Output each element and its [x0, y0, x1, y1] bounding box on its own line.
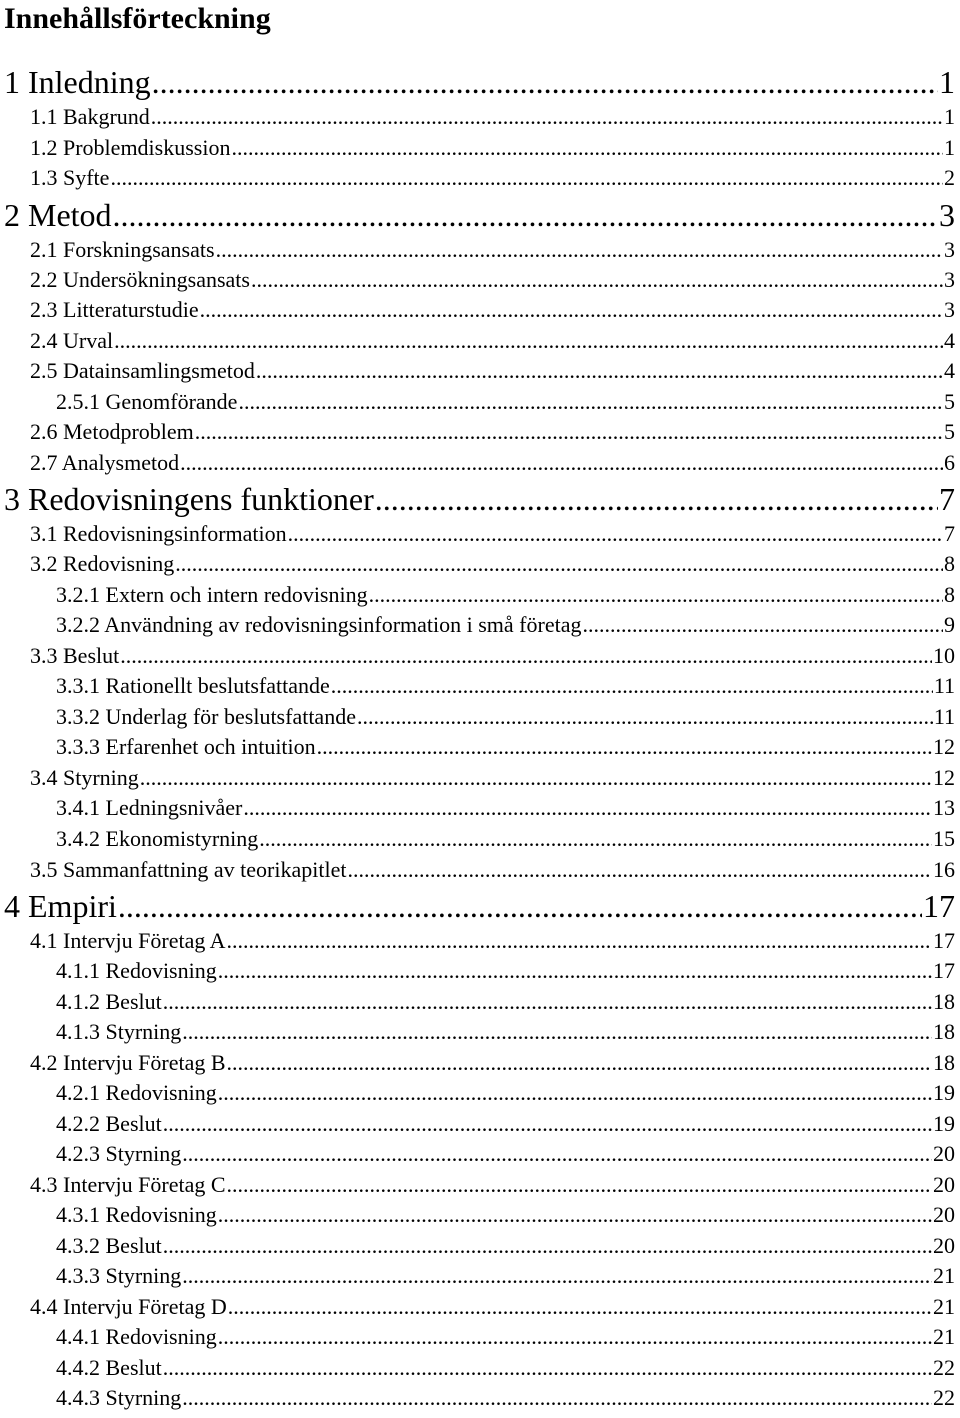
toc-entry-label: 4.4 Intervju Företag D: [30, 1294, 227, 1319]
toc-entry-page-number: 12: [933, 765, 955, 790]
toc-entry-label: 3.2.2 Användning av redovisningsinformation i små företag: [56, 612, 582, 637]
toc-leader-dots: [357, 704, 933, 730]
toc-leader-dots: [182, 1385, 932, 1411]
toc-entry[interactable]: [30, 165, 955, 195]
toc-entry-label: 4.2.1 Redovisning: [56, 1080, 217, 1105]
toc-leader-dots: [347, 857, 932, 883]
toc-entry-page-number: 13: [933, 795, 955, 820]
toc-entry-label: 3.5 Sammanfattning av teorikapitlet: [30, 857, 347, 882]
toc-leader-dots: [227, 1050, 932, 1076]
toc-entry-label: 1 Inledning: [4, 64, 151, 100]
toc-entry-page-number: 16: [933, 857, 955, 882]
toc-entry[interactable]: [56, 1019, 955, 1049]
toc-leader-dots: [110, 165, 943, 191]
toc-entry-label: 2.3 Litteraturstudie: [30, 297, 199, 322]
toc-entry-page-number: 11: [933, 673, 955, 698]
toc-leader-dots: [180, 450, 943, 476]
toc-leader-dots: [231, 135, 943, 161]
toc-entry-page-number: 5: [944, 419, 955, 444]
toc-entry-label: 2.4 Urval: [30, 328, 114, 353]
toc-leader-dots: [195, 419, 943, 445]
toc-leader-dots: [227, 1172, 932, 1198]
toc-entry[interactable]: [30, 1294, 955, 1324]
toc-entry-page-number: 18: [933, 1050, 955, 1075]
toc-entry-label: 3.2.1 Extern och intern redovisning: [56, 582, 368, 607]
toc-entry[interactable]: [56, 612, 955, 642]
toc-entry-page-number: 20: [933, 1172, 955, 1197]
toc-entry-page-number: 1: [944, 135, 955, 160]
toc-leader-dots: [251, 267, 943, 293]
toc-entry[interactable]: [30, 419, 955, 449]
toc-entry-label: 4.1 Intervju Företag A: [30, 928, 226, 953]
toc-entry[interactable]: [30, 328, 955, 358]
toc-leader-dots: [140, 765, 932, 791]
toc-entry[interactable]: [4, 197, 955, 237]
toc-entry[interactable]: [56, 1233, 955, 1263]
toc-leader-dots: [227, 928, 932, 954]
toc-entry-label: 3.3.3 Erfarenhet och intuition: [56, 734, 316, 759]
toc-leader-dots: [120, 643, 932, 669]
toc-entry-page-number: 21: [933, 1324, 955, 1349]
toc-leader-dots: [369, 582, 943, 608]
toc-entry[interactable]: [56, 734, 955, 764]
toc-entry-page-number: 21: [933, 1294, 955, 1319]
toc-leader-dots: [175, 551, 943, 577]
toc-entry-page-number: 18: [933, 1019, 955, 1044]
toc-entry-label: 2.5.1 Genomförande: [56, 389, 238, 414]
toc-entry-label: 2.1 Forskningsansats: [30, 237, 215, 262]
toc-entry-label: 2.6 Metodproblem: [30, 419, 194, 444]
toc-entry-page-number: 2: [944, 165, 955, 190]
toc-entry-label: 3.2 Redovisning: [30, 551, 175, 576]
toc-leader-dots: [218, 1202, 932, 1228]
toc-entry-page-number: 4: [944, 328, 955, 353]
toc-entry[interactable]: [56, 704, 955, 734]
toc-entry-label: 3.3 Beslut: [30, 643, 120, 668]
toc-entry[interactable]: [56, 389, 955, 419]
toc-entry[interactable]: [30, 857, 955, 887]
toc-entry[interactable]: [56, 958, 955, 988]
toc-entry-label: 2.5 Datainsamlingsmetod: [30, 358, 255, 383]
toc-leader-dots: [259, 826, 932, 852]
toc-entry[interactable]: [56, 1141, 955, 1171]
toc-entry-page-number: 3: [939, 197, 955, 233]
toc-entry-page-number: 12: [933, 734, 955, 759]
toc-entry[interactable]: [56, 989, 955, 1019]
toc-entry-label: 4.3.3 Styrning: [56, 1263, 182, 1288]
toc-leader-dots: [152, 64, 938, 101]
toc-entry[interactable]: [56, 826, 955, 856]
toc-leader-dots: [200, 297, 943, 323]
toc-entry-page-number: 19: [933, 1111, 955, 1136]
toc-leader-dots: [113, 197, 938, 234]
toc-entry-label: 3.1 Redovisningsinformation: [30, 521, 287, 546]
toc-entry[interactable]: [56, 1263, 955, 1293]
toc-entry-page-number: 17: [923, 888, 955, 924]
toc-entry[interactable]: [30, 643, 955, 673]
toc-entry[interactable]: [56, 673, 955, 703]
toc-entry-label: 2 Metod: [4, 197, 112, 233]
toc-entry-page-number: 7: [944, 521, 955, 546]
toc-leader-dots: [243, 795, 932, 821]
toc-entry[interactable]: [4, 64, 955, 104]
toc-entry[interactable]: [56, 795, 955, 825]
toc-leader-dots: [182, 1141, 932, 1167]
toc-entry-label: 4.2.2 Beslut: [56, 1111, 162, 1136]
toc-leader-dots: [218, 958, 932, 984]
toc-entry-page-number: 8: [944, 582, 955, 607]
toc-entry[interactable]: [4, 481, 955, 521]
toc-entry-page-number: 11: [933, 704, 955, 729]
toc-entry-page-number: 20: [933, 1202, 955, 1227]
toc-entry-label: 4 Empiri: [4, 888, 117, 924]
toc-entry-page-number: 22: [933, 1355, 955, 1380]
toc-entry-label: 1.3 Syfte: [30, 165, 110, 190]
toc-entry[interactable]: [56, 582, 955, 612]
toc-entry-label: 3 Redovisningens funktioner: [4, 481, 374, 517]
toc-entry-page-number: 17: [933, 958, 955, 983]
toc-entry-label: 2.2 Undersökningsansats: [30, 267, 250, 292]
toc-entry-label: 4.4.1 Redovisning: [56, 1324, 217, 1349]
toc-entry[interactable]: [30, 928, 955, 958]
toc-entry[interactable]: [56, 1355, 955, 1385]
toc-entry[interactable]: [56, 1385, 955, 1415]
toc-entry-label: 4.3.2 Beslut: [56, 1233, 162, 1258]
toc-heading: Innehållsförteckning: [4, 2, 271, 35]
toc-entry-page-number: 17: [933, 928, 955, 953]
toc-entry[interactable]: [30, 765, 955, 795]
toc-entry-page-number: 7: [939, 481, 955, 517]
toc-leader-dots: [582, 612, 943, 638]
toc-leader-dots: [151, 104, 943, 130]
toc-entry-page-number: 21: [933, 1263, 955, 1288]
toc-entry-page-number: 6: [944, 450, 955, 475]
toc-leader-dots: [375, 481, 938, 518]
toc-entry-label: 4.3.1 Redovisning: [56, 1202, 217, 1227]
toc-entry-label: 3.3.2 Underlag för beslutsfattande: [56, 704, 356, 729]
toc-entry-label: 4.1.3 Styrning: [56, 1019, 182, 1044]
toc-entry-label: 4.1.2 Beslut: [56, 989, 162, 1014]
toc-entry-label: 4.4.2 Beslut: [56, 1355, 162, 1380]
toc-entry-page-number: 3: [944, 237, 955, 262]
toc-entry-page-number: 5: [944, 389, 955, 414]
toc-entry-page-number: 10: [933, 643, 955, 668]
toc-entry[interactable]: [4, 888, 955, 928]
toc-leader-dots: [118, 888, 922, 925]
toc-leader-dots: [114, 328, 943, 354]
toc-leader-dots: [331, 673, 933, 699]
toc-entry-label: 3.4.1 Ledningsnivåer: [56, 795, 243, 820]
toc-entry-label: 1.2 Problemdiskussion: [30, 135, 231, 160]
toc-entry[interactable]: [30, 237, 955, 267]
toc-entry[interactable]: [56, 1080, 955, 1110]
toc-entry-label: 3.4.2 Ekonomistyrning: [56, 826, 259, 851]
toc-entry-page-number: 22: [933, 1385, 955, 1410]
toc-entry-page-number: 1: [939, 64, 955, 100]
toc-entry[interactable]: [30, 267, 955, 297]
toc-entry[interactable]: [30, 551, 955, 581]
toc-entry-page-number: 9: [944, 612, 955, 637]
toc-entry-page-number: 3: [944, 297, 955, 322]
toc-entry-page-number: 15: [933, 826, 955, 851]
toc-leader-dots: [182, 1263, 932, 1289]
toc-entry-label: 4.2 Intervju Företag B: [30, 1050, 226, 1075]
toc-leader-dots: [228, 1294, 932, 1320]
toc-leader-dots: [216, 237, 943, 263]
toc-entry[interactable]: [56, 1324, 955, 1354]
toc-entry-page-number: 20: [933, 1141, 955, 1166]
toc-leader-dots: [182, 1019, 932, 1045]
toc-entry-page-number: 4: [944, 358, 955, 383]
toc-entry-page-number: 3: [944, 267, 955, 292]
toc-leader-dots: [163, 1233, 932, 1259]
toc-entry[interactable]: [30, 135, 955, 165]
toc-entry[interactable]: [30, 358, 955, 388]
toc-leader-dots: [218, 1324, 932, 1350]
toc-entry-label: 4.3 Intervju Företag C: [30, 1172, 226, 1197]
toc-entry[interactable]: [30, 297, 955, 327]
toc-leader-dots: [218, 1080, 932, 1106]
toc-leader-dots: [163, 1111, 932, 1137]
toc-entry-page-number: 18: [933, 989, 955, 1014]
toc-leader-dots: [163, 1355, 932, 1381]
toc-entry-label: 1.1 Bakgrund: [30, 104, 150, 129]
toc-entry[interactable]: [56, 1202, 955, 1232]
toc-entry-page-number: 1: [944, 104, 955, 129]
toc-leader-dots: [163, 989, 932, 1015]
toc-leader-dots: [288, 521, 943, 547]
toc-entry[interactable]: [56, 1111, 955, 1141]
toc-entry[interactable]: [30, 1050, 955, 1080]
toc-entry[interactable]: [30, 104, 955, 134]
toc-entry[interactable]: [30, 450, 955, 480]
toc-entry-label: 4.4.3 Styrning: [56, 1385, 182, 1410]
toc-entry-label: 3.3.1 Rationellt beslutsfattande: [56, 673, 330, 698]
toc-entry-page-number: 20: [933, 1233, 955, 1258]
toc-entry-label: 3.4 Styrning: [30, 765, 139, 790]
toc-leader-dots: [317, 734, 932, 760]
toc-entry[interactable]: [30, 1172, 955, 1202]
toc-entry-page-number: 8: [944, 551, 955, 576]
toc-entry[interactable]: [30, 521, 955, 551]
toc-leader-dots: [238, 389, 943, 415]
toc-leader-dots: [256, 358, 943, 384]
toc-entry-label: 2.7 Analysmetod: [30, 450, 180, 475]
toc-entry-label: 4.1.1 Redovisning: [56, 958, 217, 983]
toc-entry-label: 4.2.3 Styrning: [56, 1141, 182, 1166]
toc-entry-page-number: 19: [933, 1080, 955, 1105]
